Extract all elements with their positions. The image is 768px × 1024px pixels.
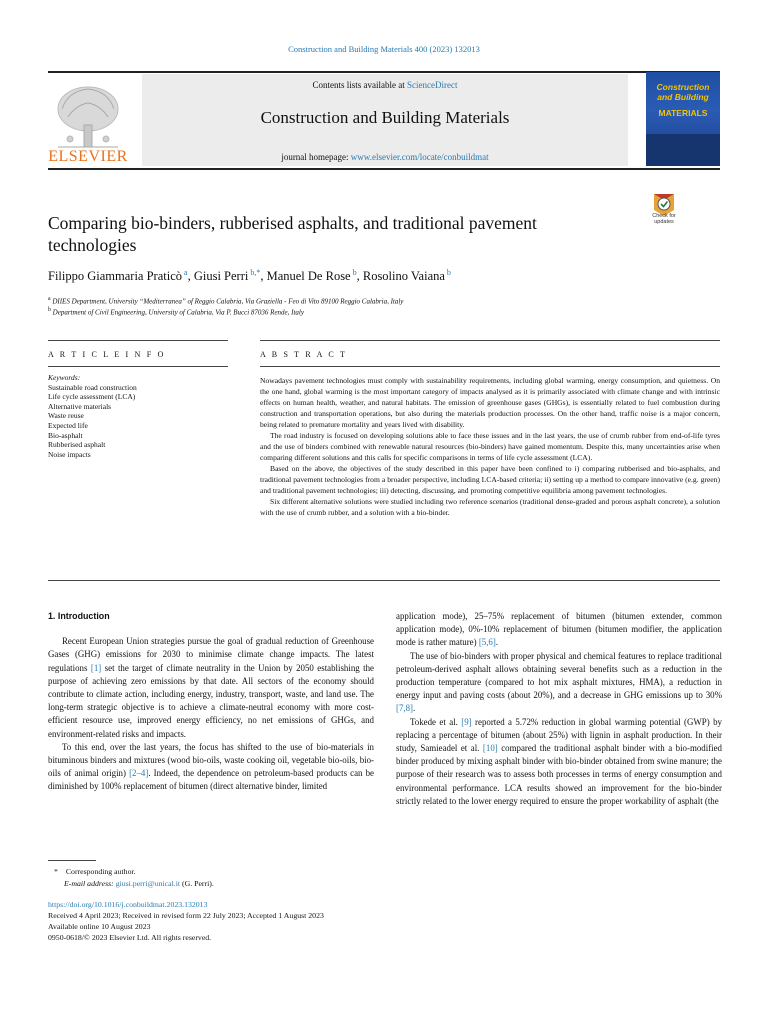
paragraph-text: . [413,703,416,714]
check-for-updates-label[interactable]: Check for updates [652,213,676,225]
body-paragraph [396,610,722,650]
abstract-heading: A B S T R A C T [260,350,348,359]
journal-title: Construction and Building Materials [260,108,510,127]
body-paragraph [396,716,722,808]
author-affiliation-marker[interactable]: b [350,268,357,277]
author-name[interactable]: Rosolino Vaiana [362,269,445,284]
reference-link[interactable]: [9] [461,716,472,727]
keyword-item: Alternative materials [48,401,112,411]
email-link[interactable]: giusi.perri@unical.it [115,879,181,888]
footnote-rule [48,860,96,861]
header-rule-bottom [48,168,720,170]
keyword-item: Noise impacts [48,449,91,459]
body-paragraph [48,635,374,741]
affiliation-b-marker: b [48,307,51,313]
contents-available-line [142,80,628,90]
abstract-text [260,375,720,518]
keyword-item: Rubberised asphalt [48,440,106,450]
copyright-line: 0950-0618/© 2023 Elsevier Ltd. All rights reserved. [48,933,212,942]
author-separator: , [356,269,363,284]
paragraph-text: To this end, over the last years, the focus has shifted to the use of bio-materials in bituminous binders and mixtures (wood bio-oils, waste cooking oil, vegetable bio-oils, bio-oils of animal origin) [48,741,374,779]
abstract-paragraph: Based on the above, the objectives of the study described in this paper have been confined to i) comparing rubberised and bio-asphalts, and traditional pavement technologies from a broader perspective, including LCA-based criteria; ii) setting up a method to compare innovative (e.g. green) and traditional pavement technologies; iii) detecting, discussing, and promoting competitive equilibria among pavement technologies. [260,464,720,495]
keyword-item: Waste reuse [48,411,84,421]
affiliation-b [48,307,708,316]
abstract-paragraph: The road industry is focused on developing solutions able to face these issues and in the last years, the use of crumb rubber from end-of-life tyres and the use of binders combined with renewable natural resources (bio-binders) have gained momentum. Despite this, many uncertainties arise when comparing different solutions and this calls for specific comparisons in terms of life cycle assessment (LCA). [260,431,720,462]
paragraph-text: compared the traditional asphalt binder with a bio-modified binder produced by mixing asphalt binder with bio-binder obtained from swine manure; the purpose of their research was to assess both processes in terms of energy consumption and environmental performance. LCA results showed an improvement for the bio-binder strictly related to the lower energy required to ensure the proper workability of asphalt (the [396,743,722,806]
reference-link[interactable]: [10] [482,743,498,754]
paragraph-text: reported a 5.72% reduction in global warming potential (GWP) by replacing a percentage of bitumen (about 25%) with lignin in asphalt production. In their study, Samieadel et al. [396,716,722,754]
paragraph-text: The use of bio-binders with proper physical and chemical features to replace traditional petroleum-derived asphalt allows obtaining several benefits such as a reduction in the production temperature (compared to hot mix asphalt mixtures, HMA), a reduction in energy input and paving costs (about 20%), and a decrease in GHG emissions up to 30% [396,650,722,701]
author-separator: , [260,269,267,284]
cover-image-stripe [646,134,720,166]
abstract-paragraph: Nowadays pavement technologies must comply with sustainability requirements, including global warming, energy consumption, and quietness. On the one hand, global warming is the most important category of impacts analysed as it is primarily associated with climate change and with intrinsic effects on human health, weather, and natural habitats. The emission of greenhouse gases (GHGs), is essentially related to fuel combustion during construction and transportation operations, but also during the materials production processes. On the other hand, traffic noise is a major concern, being related to premature mortality and years lived with disability. [260,376,720,429]
publisher-wordmark: ELSEVIER [48,148,128,165]
author-name[interactable]: Manuel De Rose [266,269,351,284]
corresponding-author-text: Corresponding author. [65,867,136,876]
article-info-heading: A R T I C L E I N F O [48,350,166,359]
doi-link[interactable]: https://doi.org/10.1016/j.conbuildmat.2023.132013 [48,900,208,909]
paragraph-text: application mode), 25–75% replacement of bitumen (bitumen extender, common application mode), 0%-10% replacement of bitumen (bitumen modifier, the application mode is rather mature) [396,611,722,648]
affiliation-b-text: Department of Civil Engineering, University of Calabria, Via P. Bucci 87036 Rende, Italy [52,308,304,317]
author-list [48,268,688,284]
check-for-updates-icon[interactable] [646,192,682,232]
author-affiliation-marker[interactable]: b [444,268,451,277]
cover-subtitle: MATERIALS [658,108,708,118]
email-note [64,878,464,889]
abstract-rule [260,366,720,367]
abstract-rule-bottom [48,580,720,581]
email-label: E-mail address: [64,879,116,888]
author-affiliation-marker[interactable]: b,* [248,268,261,277]
paragraph-text: set the target of climate neutrality in the Union by 2050 establishing the purpose of achieving zero emissions by that date. All sectors of the economy should contribute to climate action, including energy, industry, transport, waste, and land use. The long-term strategic objective is to achieve a climate-neutral economy with more cost-efficient resource use, improved energy efficiency, no net emissions of GHGs, and environment-related risks and impacts. [48,662,374,739]
contents-prefix: Contents lists available at [312,80,407,90]
affiliation-a [48,296,708,305]
affiliation-a-marker: a [48,296,51,302]
cover-title: Construction and Building [656,82,710,102]
keywords-block [48,373,228,459]
keyword-item: Expected life [48,420,88,430]
reference-link[interactable]: [2–4] [129,768,149,779]
footnote-marker: * [54,867,58,876]
keyword-item: Life cycle assessment (LCA) [48,392,136,402]
article-info-rule [48,366,228,367]
left-column-paragraphs [48,635,374,793]
body-paragraph [396,650,722,716]
paragraph-text: Tokede et al. [410,716,462,727]
corresponding-author-note [54,866,454,877]
author-separator: , [187,269,194,284]
author-name[interactable]: Giusi Perri [193,269,249,284]
keywords-label: Keywords: [48,373,81,382]
paragraph-text: . Indeed, the dependence on petroleum-based products can be diminished by 100% replacement of bitumen (direct alternative binder, limited [48,768,374,792]
reference-link[interactable]: [1] [90,662,102,673]
sciencedirect-link[interactable]: ScienceDirect [407,80,458,90]
homepage-prefix: journal homepage: [281,152,351,162]
received-dates: Received 4 April 2023; Received in revised form 22 July 2023; Accepted 1 August 2023 [48,911,324,920]
journal-homepage-line [142,152,628,162]
email-suffix: (G. Perri). [180,879,214,888]
reference-link[interactable]: [5,6] [478,637,496,648]
abstract-paragraph: Six different alternative solutions were studied including two reference scenarios (traditional dense-graded and porous asphalt concrete), a solution with the use of crumb rubber, and a solution with a bio-binder. [260,497,720,517]
journal-cover-image[interactable] [646,72,720,166]
keyword-item: Sustainable road construction [48,382,137,392]
journal-homepage-link[interactable]: www.elsevier.com/locate/conbuildmat [350,152,489,162]
header-rule-top [48,71,720,73]
reference-link[interactable]: [7,8] [396,703,414,714]
paragraph-text: . [495,637,499,648]
affiliation-a-text: DIIES Department, University “Mediterranea” of Reggio Calabria, Via Graziella - Feo di Vito 89100 Reggio Calabria, Italy [52,297,404,306]
author-name[interactable]: Filippo Giammaria Praticò [48,269,183,284]
available-online-date: Available online 10 August 2023 [48,922,151,931]
body-column-left [48,610,374,794]
article-info-rule-top [48,340,228,341]
abstract-rule-top [260,340,720,341]
body-paragraph [48,741,374,794]
paragraph-text: Recent European Union strategies pursue the goal of gradual reduction of Greenhouse Gases (GHG) emissions for 2030 to minimise climate change impacts. The latest regulations [48,636,374,673]
section-heading-introduction: 1. Introduction [48,611,110,621]
article-title: Comparing bio-binders, rubberised asphalts, and traditional pavement technologies [48,213,537,255]
body-column-right [396,610,722,808]
author-affiliation-marker[interactable]: a [182,268,188,277]
keyword-item: Bio-asphalt [48,430,83,440]
journal-citation-link[interactable]: Construction and Building Materials 400 (2023) 132013 [288,44,480,54]
